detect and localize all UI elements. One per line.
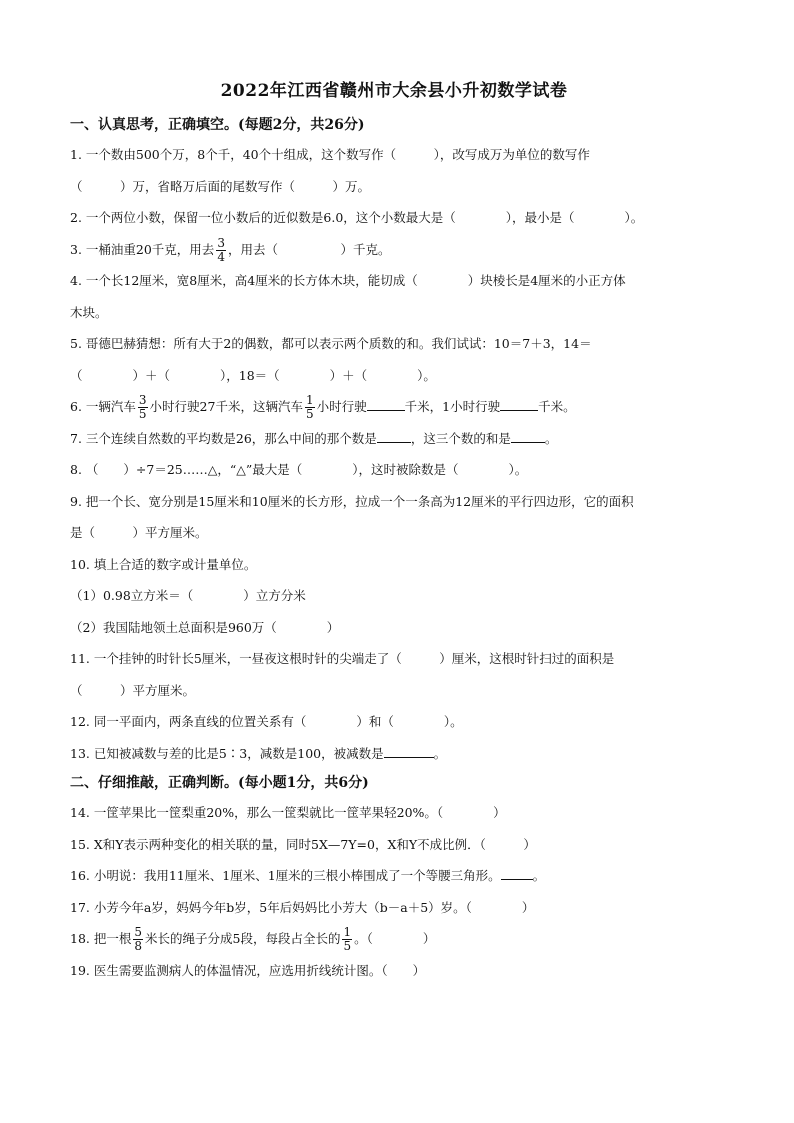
question-5-line-1: 5. 哥德巴赫猜想：所有大于2的偶数，都可以表示两个质数的和。我们试试：10＝7＋3，14＝ [70,336,592,351]
question-16-text-pre: 16. 小明说：我用11厘米、1厘米、1厘米的三根小棒围成了一个等腰三角形。 [70,868,501,883]
question-2: 2. 一个两位小数，保留一位小数后的近似数是6.0，这个小数最大是（ ），最小是（ ）。 [70,210,644,225]
question-18-text-pre: 18. 把一根 [70,931,132,946]
answer-blank[interactable] [501,865,533,880]
question-18-text-mid: 米长的绳子分成5段，每段占全长的 [145,931,341,946]
question-7-text-post: 。 [544,430,558,446]
fraction-denominator: 4 [217,249,225,264]
question-6-text-pre: 6. 一辆汽车 [70,399,136,414]
question-9-line-1: 9. 把一个长、宽分别是15厘米和10厘米的长方形，拉成一个一条高为12厘米的平行四边形，它的面积 [70,493,634,509]
fraction-denominator: 5 [138,407,147,421]
fraction-numerator: 3 [217,235,225,250]
question-16-text-post: 。 [532,868,546,883]
fraction-one-fifth [342,926,352,953]
fraction-denominator: 5 [343,939,352,953]
question-10-part-2: （2）我国陆地领土总面积是960万（ ） [70,619,340,635]
question-6-text-mid1: 小时行驶27千米，这辆汽车 [149,399,303,414]
question-16 [70,860,718,892]
question-8: 8. （ ）÷7＝25……△，“△”最大是（ ），这时被除数是（ ）。 [70,462,528,477]
answer-blank[interactable] [500,396,538,411]
question-6 [70,391,718,423]
answer-blank[interactable] [367,396,405,411]
question-19: 19. 医生需要监测病人的体温情况，应选用折线统计图。（ ） [70,962,426,978]
question-13-text-pre: 13. 已知被减数与差的比是5∶3，减数是100，被减数是 [70,745,384,761]
question-9-line-2: 是（ ）平方厘米。 [70,525,208,540]
question-13 [70,738,718,770]
answer-blank[interactable] [377,428,411,443]
section-1-heading: 一、认真思考，正确填空。(每题2分，共26分) [70,117,365,133]
fraction-three-quarters [216,237,226,264]
fraction-numerator: 1 [343,925,352,939]
exam-title: 2022年江西省赣州市大余县小升初数学试卷 [220,81,568,101]
section-2-heading: 二、仔细推敲，正确判断。(每小题1分，共6分) [70,775,369,791]
fraction-one-fifth [305,394,315,421]
question-4-line-2: 木块。 [70,304,108,320]
fraction-denominator: 8 [134,939,142,953]
fraction-numerator: 5 [134,925,142,939]
answer-blank[interactable] [511,428,545,443]
fraction-three-fifths [138,394,148,421]
question-3-text-post: ，用去（ ）千克。 [227,241,391,257]
question-1-line-2: （ ）万，省略万后面的尾数写作（ ）万。 [70,178,371,194]
question-7-text-mid: ，这三个数的和是 [410,430,511,446]
question-12: 12. 同一平面内，两条直线的位置关系有（ ）和（ ）。 [70,714,463,729]
question-18-text-post: 。（ ） [354,931,436,946]
question-10-part-1: （1）0.98立方米＝（ ）立方分米 [70,588,306,603]
fraction-numerator: 3 [138,393,147,407]
question-17: 17. 小芳今年a岁，妈妈今年b岁，5年后妈妈比小芳大（b－a＋5）岁。（ ） [70,899,535,915]
question-6-text-post: 千米。 [538,399,576,414]
question-11-line-2: （ ）平方厘米。 [70,682,196,698]
question-10-heading: 10. 填上合适的数字或计量单位。 [70,556,257,572]
question-13-text-post: 。 [433,745,447,761]
answer-blank[interactable] [384,743,434,758]
question-11-line-1: 11. 一个挂钟的时针长5厘米，一昼夜这根时针的尖端走了（ ）厘米，这根时针扫过的面积是 [70,651,615,666]
question-6-text-mid2: 小时行驶 [316,399,367,414]
question-18 [70,923,718,955]
fraction-denominator: 5 [305,407,314,421]
question-6-text-mid3: 千米，1小时行驶 [404,399,501,414]
question-3-text-pre: 3. 一桶油重20千克，用去 [70,241,215,257]
question-1-line-1: 1. 一个数由500个万，8个千，40个十组成，这个数写作（ ），改写成万为单位的数写作 [70,147,590,162]
question-7-text-pre: 7. 三个连续自然数的平均数是26，那么中间的那个数是 [70,430,377,446]
question-3 [70,234,718,266]
fraction-numerator: 1 [305,393,314,407]
question-7 [70,423,718,455]
question-4-line-1: 4. 一个长12厘米，宽8厘米，高4厘米的长方体木块，能切成（ ）块棱长是4厘米的小正方体 [70,273,626,288]
question-14: 14. 一筐苹果比一筐梨重20%，那么一筐梨就比一筐苹果轻20%。（ ） [70,805,506,820]
fraction-five-eighths [133,926,143,953]
question-5-line-2: （ ）＋（ ），18＝（ ）＋（ ）。 [70,367,436,383]
question-15: 15. X和Y表示两种变化的相关联的量，同时5X—7Y=0，X和Y不成比例．（ ） [70,836,536,852]
